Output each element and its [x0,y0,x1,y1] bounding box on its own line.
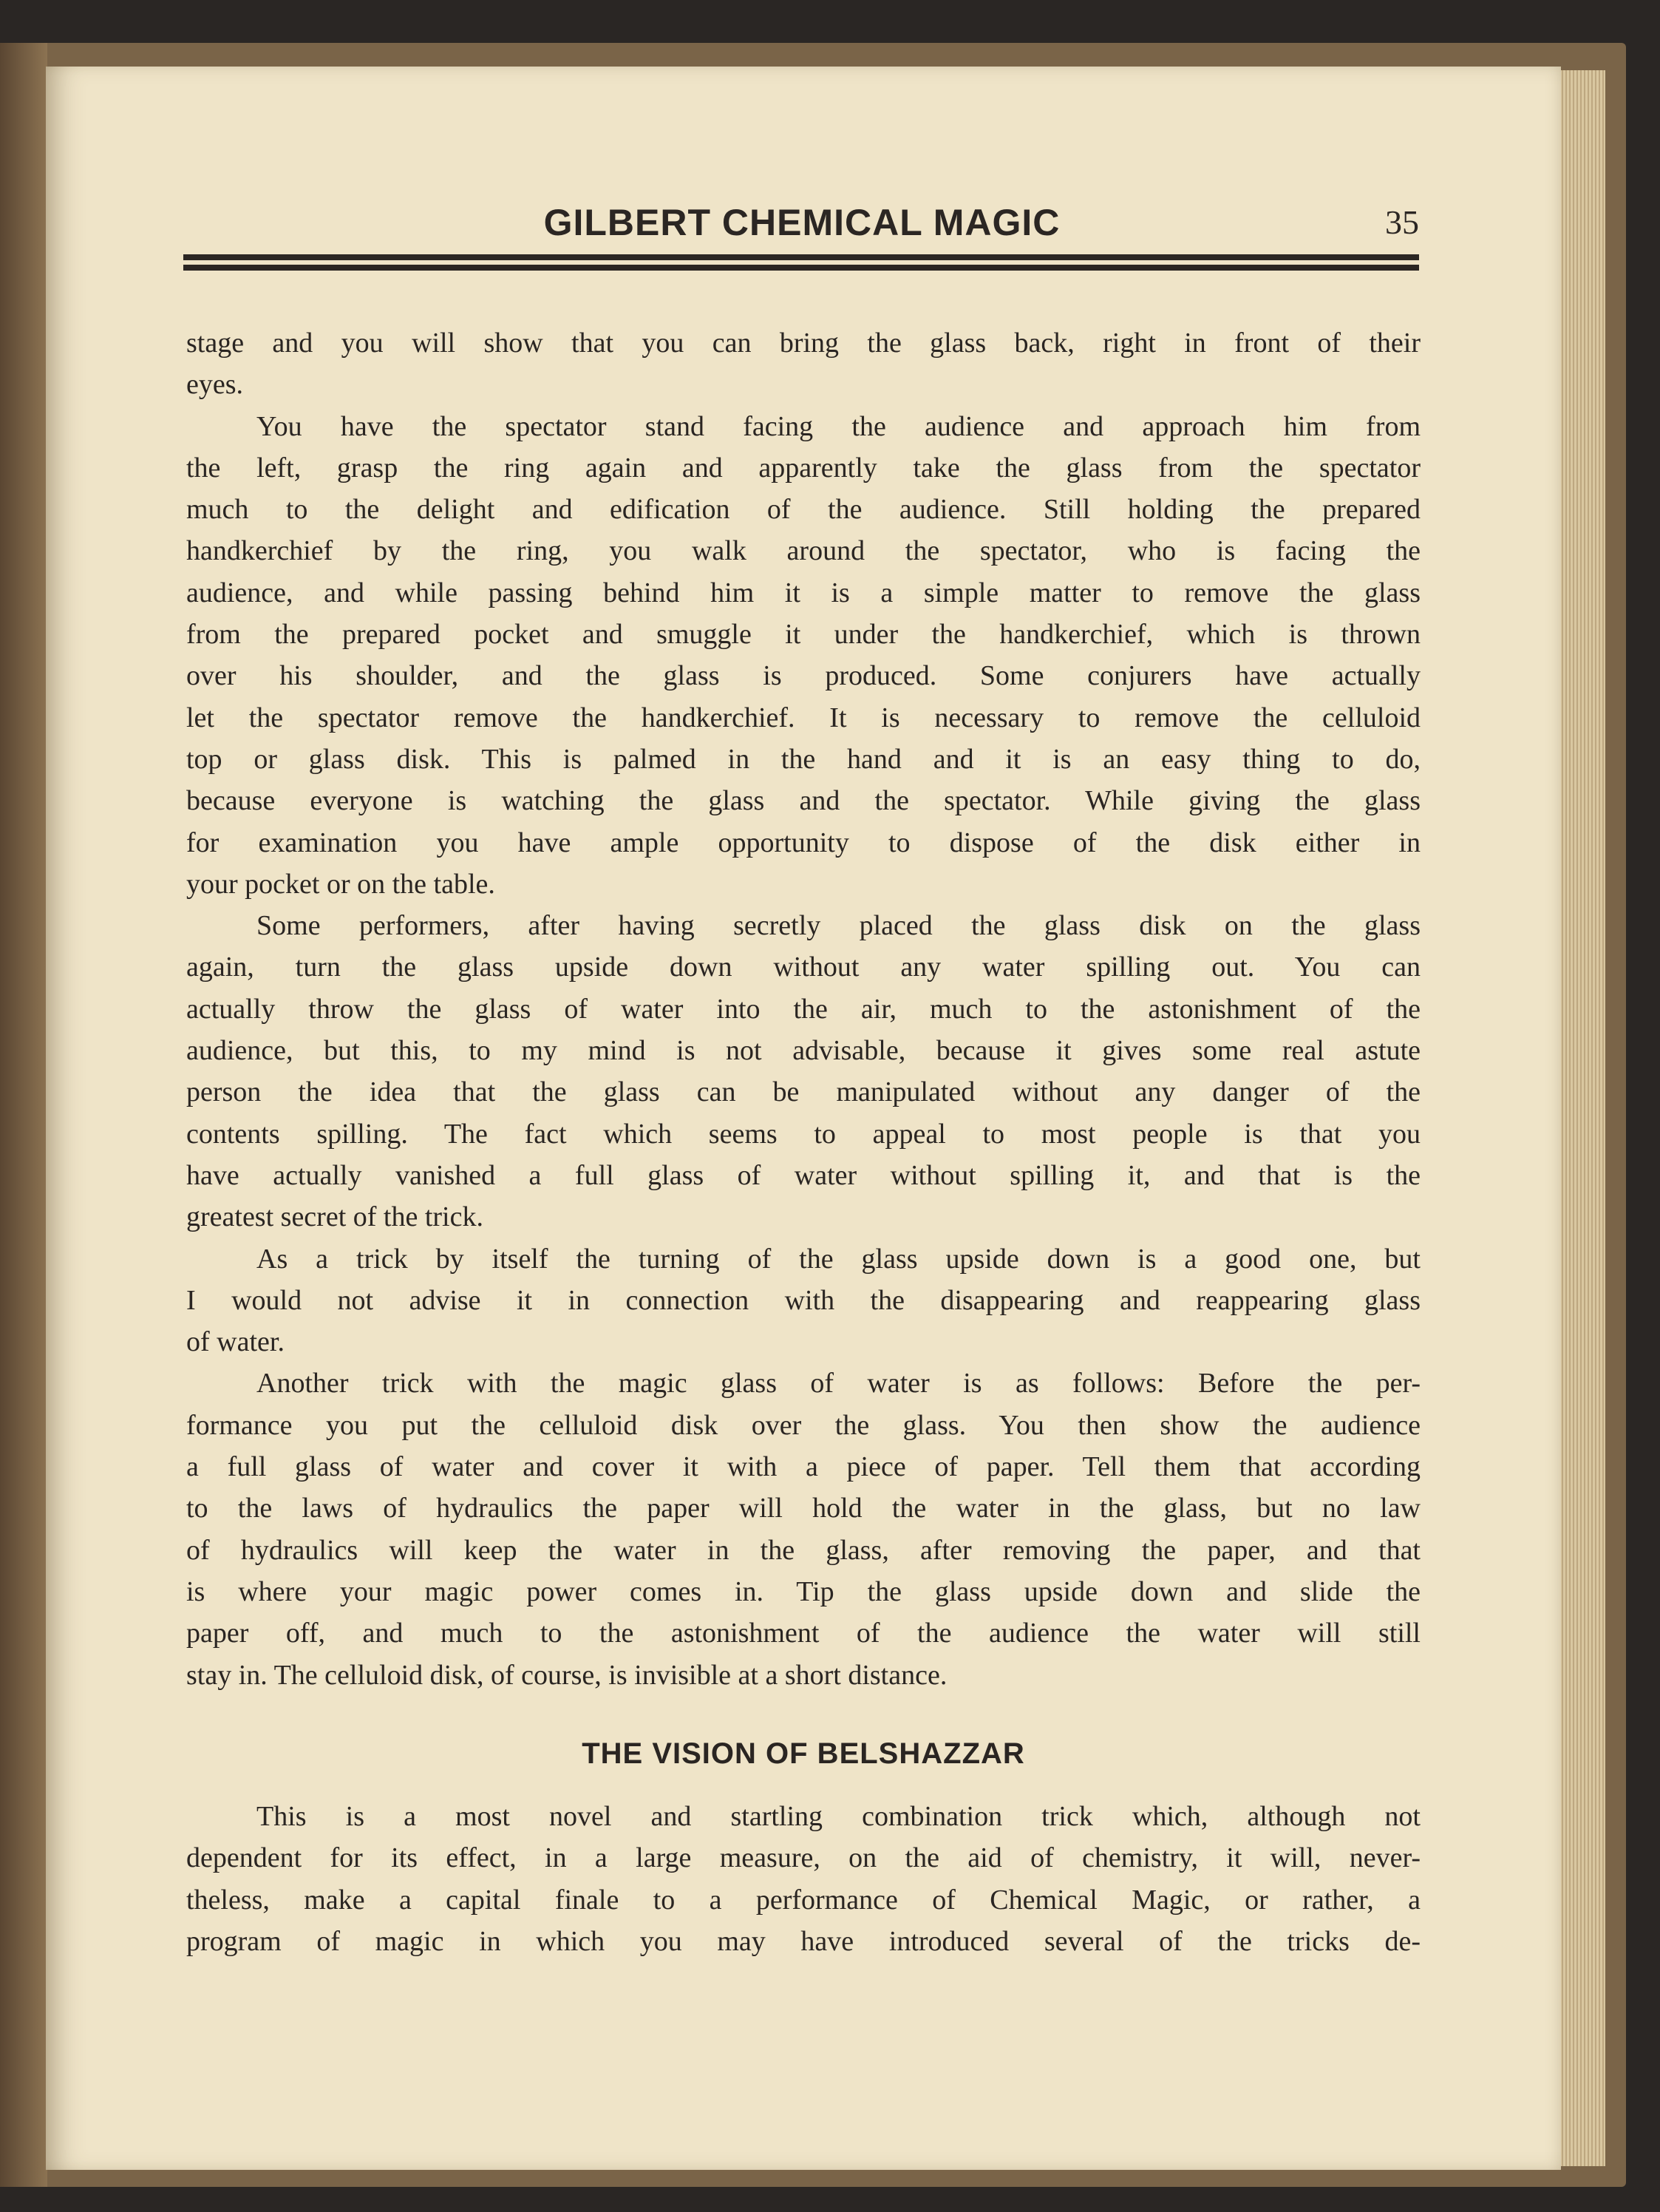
text-line: let the spectator remove the handkerchief. It is necessary to remove the celluloid [186,702,1421,733]
text-line: of hydraulics will keep the water in the glass, after removing the paper, and that [186,1534,1421,1566]
text-line: dependent for its effect, in a large measure, on the aid of chemistry, it will, never- [186,1842,1421,1874]
text-line: to the laws of hydraulics the paper will hold the water in the glass, but no law [186,1493,1421,1524]
text-line: audience, but this, to my mind is not advisable, because it gives some real astute [186,1035,1421,1067]
book-spine [0,43,47,2187]
text-line: theless, make a capital finale to a performance of Chemical Magic, or rather, a [186,1884,1421,1916]
running-title: GILBERT CHEMICAL MAGIC [543,202,1061,243]
text-line: for examination you have ample opportunity to dispose of the disk either in [186,827,1421,858]
text-line: from the prepared pocket and smuggle it under the handkerchief, which is thrown [186,619,1421,651]
text-line: Some performers, after having secretly placed the glass disk on the glass [256,910,1421,942]
text-line: of water. [186,1326,285,1358]
text-line: contents spilling. The fact which seems to appeal to most people is that you [186,1118,1421,1150]
text-line: actually throw the glass of water into the air, much to the astonishment of the [186,993,1421,1025]
text-line: This is a most novel and startling combination trick which, although not [256,1801,1421,1832]
text-line: program of magic in which you may have introduced several of the tricks de- [186,1925,1421,1957]
text-line: because everyone is watching the glass and the spectator. While giving the glass [186,785,1421,817]
running-header [185,201,1419,245]
text-line: the left, grasp the ring again and apparently take the glass from the spectator [186,452,1421,484]
text-line: again, turn the glass upside down without any water spilling out. You can [186,951,1421,983]
text-line: is where your magic power comes in. Tip the glass upside down and slide the [186,1575,1421,1607]
text-line: You have the spectator stand facing the audience and approach him from [256,410,1421,442]
header-rule-top [183,254,1419,260]
section-heading: THE VISION OF BELSHAZZAR [582,1737,1025,1770]
text-line: audience, and while passing behind him it is a simple matter to remove the glass [186,577,1421,608]
text-line: top or glass disk. This is palmed in the hand and it is an easy thing to do, [186,743,1421,775]
text-line: handkerchief by the ring, you walk around the spectator, who is facing the [186,535,1421,567]
text-line: person the idea that the glass can be manipulated without any danger of the [186,1076,1421,1108]
text-line: much to the delight and edification of the audience. Still holding the prepared [186,494,1421,526]
text-line: I would not advise it in connection with the disappearing and reappearing glass [186,1284,1421,1316]
text-line: eyes. [186,369,244,401]
text-line: stage and you will show that you can bring the glass back, right in front of their [186,328,1421,359]
text-line: over his shoulder, and the glass is produced. Some conjurers have actually [186,660,1421,692]
page-edges [1559,70,1605,2166]
text-line: a full glass of water and cover it with a piece of paper. Tell them that according [186,1451,1421,1483]
body-text-section-2 [186,1796,1421,1962]
text-line: have actually vanished a full glass of water without spilling it, and that is the [186,1159,1421,1191]
text-line: paper off, and much to the astonishment of the audience the water will still [186,1618,1421,1649]
text-line: formance you put the celluloid disk over the glass. You then show the audience [186,1409,1421,1441]
text-line: As a trick by itself the turning of the glass upside down is a good one, but [256,1243,1421,1275]
page-number: 35 [1385,203,1419,241]
body-text-section-1 [186,322,1421,1696]
text-line: greatest secret of the trick. [186,1201,483,1233]
text-line: Another trick with the magic glass of water is as follows: Before the per- [256,1368,1421,1400]
text-line: your pocket or on the table. [186,868,495,900]
header-rule-bottom [183,265,1419,271]
text-line: stay in. The celluloid disk, of course, is invisible at a short distance. [186,1659,948,1691]
